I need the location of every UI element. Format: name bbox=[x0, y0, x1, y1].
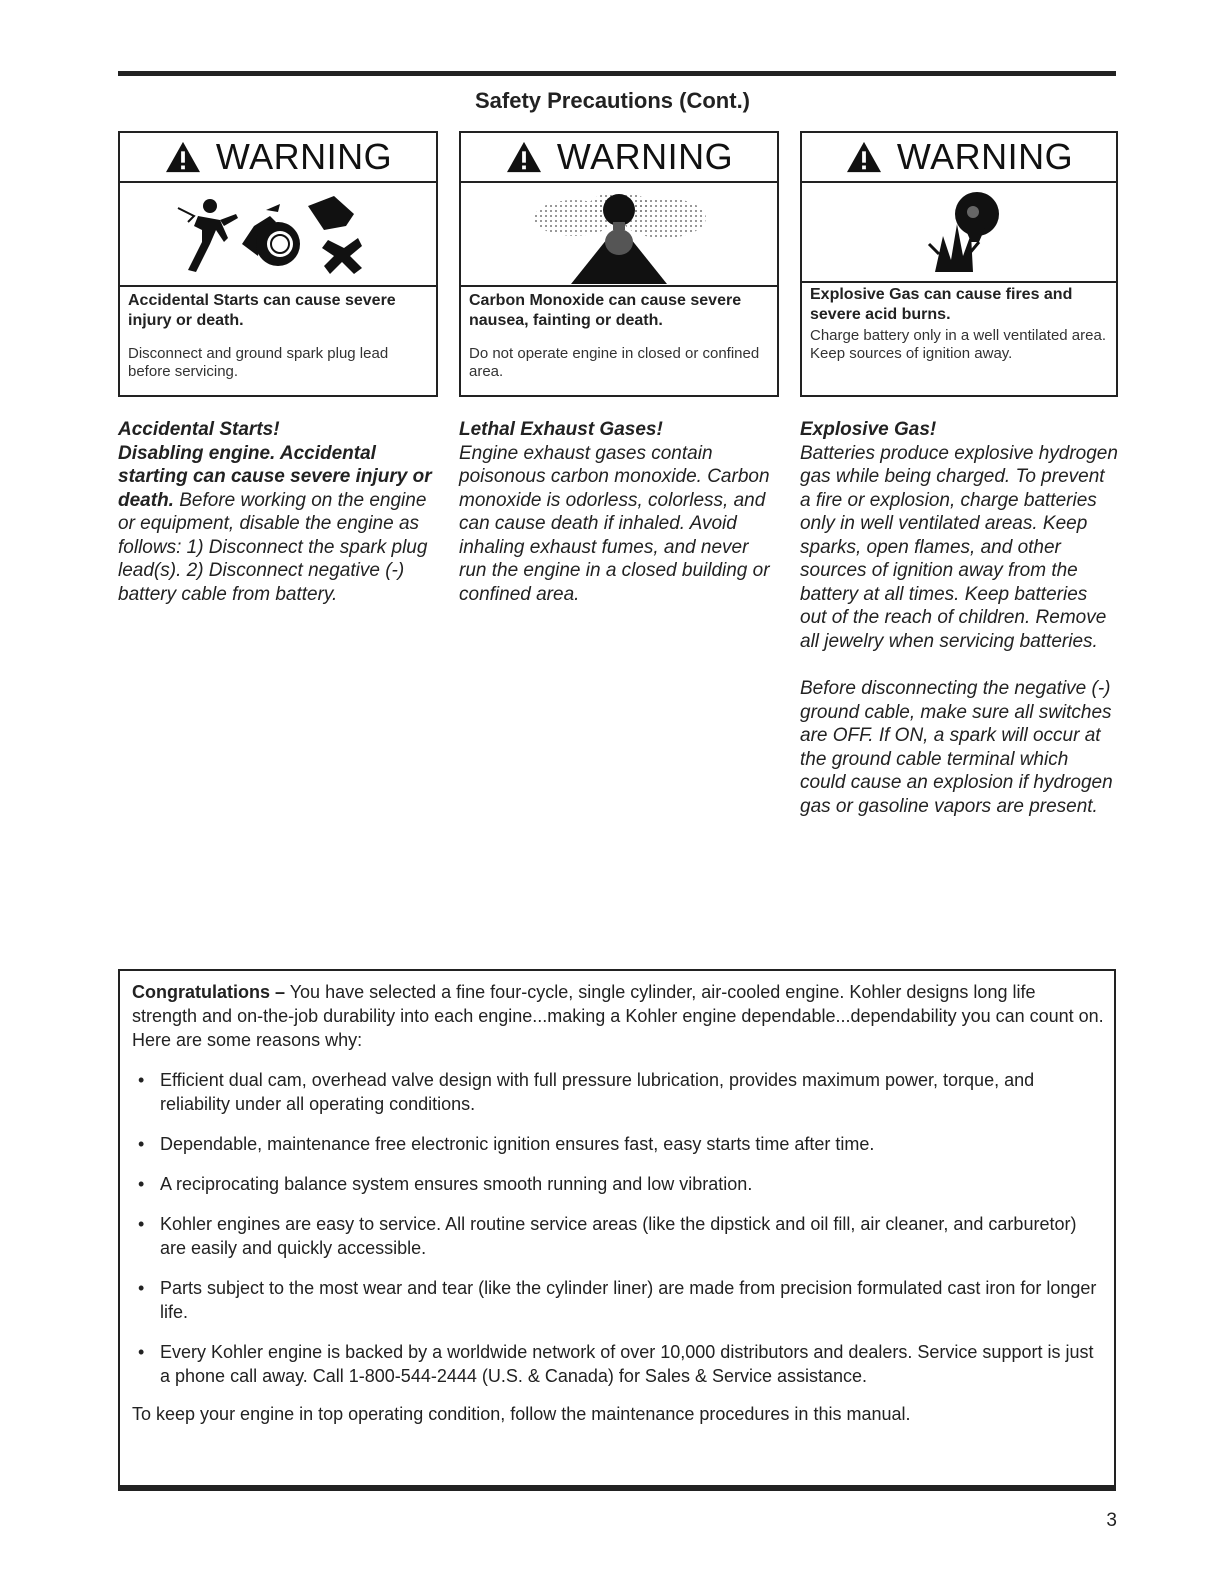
congrats-closing: To keep your engine in top operating condition, follow the maintenance procedures in this manual. bbox=[132, 1404, 911, 1424]
column-body-text: Engine exhaust gases contain poisonous carbon monoxide. Carbon monoxide is odorless, colorless, and can cause death if inhaled. Avoid inhaling exhaust fumes, and never run the engine in a closed building or confined area. bbox=[459, 442, 770, 605]
warning-box-carbon-monoxide bbox=[459, 131, 779, 397]
bullet-icon: • bbox=[138, 1070, 145, 1090]
column-explosive-gas bbox=[800, 418, 1118, 818]
warning-triangle-icon bbox=[164, 140, 202, 174]
congrats-intro-text: You have selected a fine four-cycle, single cylinder, air-cooled engine. Kohler designs long life strength and on-the-job durability into each engine...making a Kohler engine dependable...dependability you can count on. Here are some reasons why: bbox=[132, 982, 1104, 1050]
column-heading: Lethal Exhaust Gases! bbox=[459, 419, 663, 440]
column-bold-lead: Disabling engine. Accidental starting can cause severe injury or death. bbox=[118, 442, 432, 511]
congrats-intro bbox=[132, 980, 1104, 1052]
page-title: Safety Precautions (Cont.) bbox=[474, 88, 751, 113]
column-body-text: Before working on the engine or equipment, disable the engine as follows: 1) Disconnect the spark plug lead(s). 2) Disconnect negative (-) battery cable from battery. bbox=[118, 489, 428, 605]
bullet-icon: • bbox=[138, 1134, 145, 1154]
column-heading: Accidental Starts! bbox=[118, 419, 280, 440]
explosive-gas-icon bbox=[802, 183, 1116, 283]
warning-bold-text: Accidental Starts can cause severe injury or death. bbox=[128, 292, 396, 329]
column-lethal-exhaust bbox=[459, 418, 779, 606]
warning-instruction: Disconnect and ground spark plug lead before servicing. bbox=[128, 345, 389, 380]
list-item-text: Efficient dual cam, overhead valve design with full pressure lubrication, provides maximum power, torque, and reliability under all operating conditions. bbox=[160, 1070, 1035, 1114]
top-rule bbox=[118, 71, 1116, 76]
list-item bbox=[132, 1276, 1104, 1324]
column-heading: Explosive Gas! bbox=[800, 419, 937, 440]
warning-instruction: Charge battery only in a well ventilated area. Keep sources of ignition away. bbox=[810, 327, 1107, 362]
warning-box-accidental-starts bbox=[118, 131, 438, 397]
list-item bbox=[132, 1172, 1104, 1196]
bullet-icon: • bbox=[138, 1174, 145, 1194]
list-item-text: Kohler engines are easy to service. All routine service areas (like the dipstick and oil fill, air cleaner, and carburetor) are easily and quickly accessible. bbox=[160, 1214, 1077, 1258]
warning-bold-text: Carbon Monoxide can cause severe nausea, fainting or death. bbox=[469, 292, 742, 329]
bullet-icon: • bbox=[138, 1342, 145, 1362]
list-item bbox=[132, 1068, 1104, 1116]
congrats-heading: Congratulations – bbox=[132, 982, 286, 1002]
list-item-text: Parts subject to the most wear and tear (like the cylinder liner) are made from precision formulated cast iron for longer life. bbox=[160, 1278, 1097, 1322]
column-body bbox=[118, 442, 440, 607]
warning-label: WARNING bbox=[215, 136, 393, 177]
warning-box-explosive-gas bbox=[800, 131, 1118, 397]
column-accidental-starts bbox=[118, 418, 440, 606]
list-item bbox=[132, 1132, 1104, 1156]
warning-header bbox=[461, 133, 777, 183]
warning-triangle-icon bbox=[845, 140, 883, 174]
warning-label: WARNING bbox=[556, 136, 734, 177]
list-item-text: A reciprocating balance system ensures smooth running and low vibration. bbox=[160, 1174, 753, 1194]
list-item bbox=[132, 1340, 1104, 1388]
warning-header bbox=[120, 133, 436, 183]
warning-triangle-icon bbox=[505, 140, 543, 174]
warning-bold-text: Explosive Gas can cause fires and severe acid burns. bbox=[810, 286, 1073, 323]
warning-header bbox=[802, 133, 1116, 183]
bullet-icon: • bbox=[138, 1278, 145, 1298]
warning-label: WARNING bbox=[896, 136, 1074, 177]
bottom-rule bbox=[118, 1486, 1116, 1491]
page-number: 3 bbox=[1106, 1510, 1117, 1531]
list-item-text: Dependable, maintenance free electronic ignition ensures fast, easy starts time after time. bbox=[160, 1134, 875, 1154]
warning-instruction: Do not operate engine in closed or confined area. bbox=[469, 345, 760, 380]
bullet-icon: • bbox=[138, 1214, 145, 1234]
list-item-text: Every Kohler engine is backed by a worldwide network of over 10,000 distributors and dealers. Service support is just a phone call away. Call 1-800-544-2444 (U.S. & Canada) for Sales & Service assistance. bbox=[160, 1342, 1094, 1386]
column-body-text-2: Before disconnecting the negative (-) ground cable, make sure all switches are OFF. If ON, a spark will occur at the ground cable terminal which could cause an explosion if hydrogen gas or gasoline vapors are present. bbox=[800, 678, 1113, 817]
column-body-text: Batteries produce explosive hydrogen gas while being charged. To prevent a fire or explosion, charge batteries only in well ventilated areas. Keep sparks, open flames, and other sources of ignition away from the battery at all times. Keep batteries out of the reach of children. Remove all jewelry when servicing batteries. bbox=[800, 442, 1118, 652]
congratulations-box bbox=[118, 969, 1116, 1487]
accidental-start-icon bbox=[120, 183, 436, 287]
carbon-monoxide-icon bbox=[461, 183, 777, 287]
reasons-list bbox=[132, 1068, 1104, 1388]
list-item bbox=[132, 1212, 1104, 1260]
